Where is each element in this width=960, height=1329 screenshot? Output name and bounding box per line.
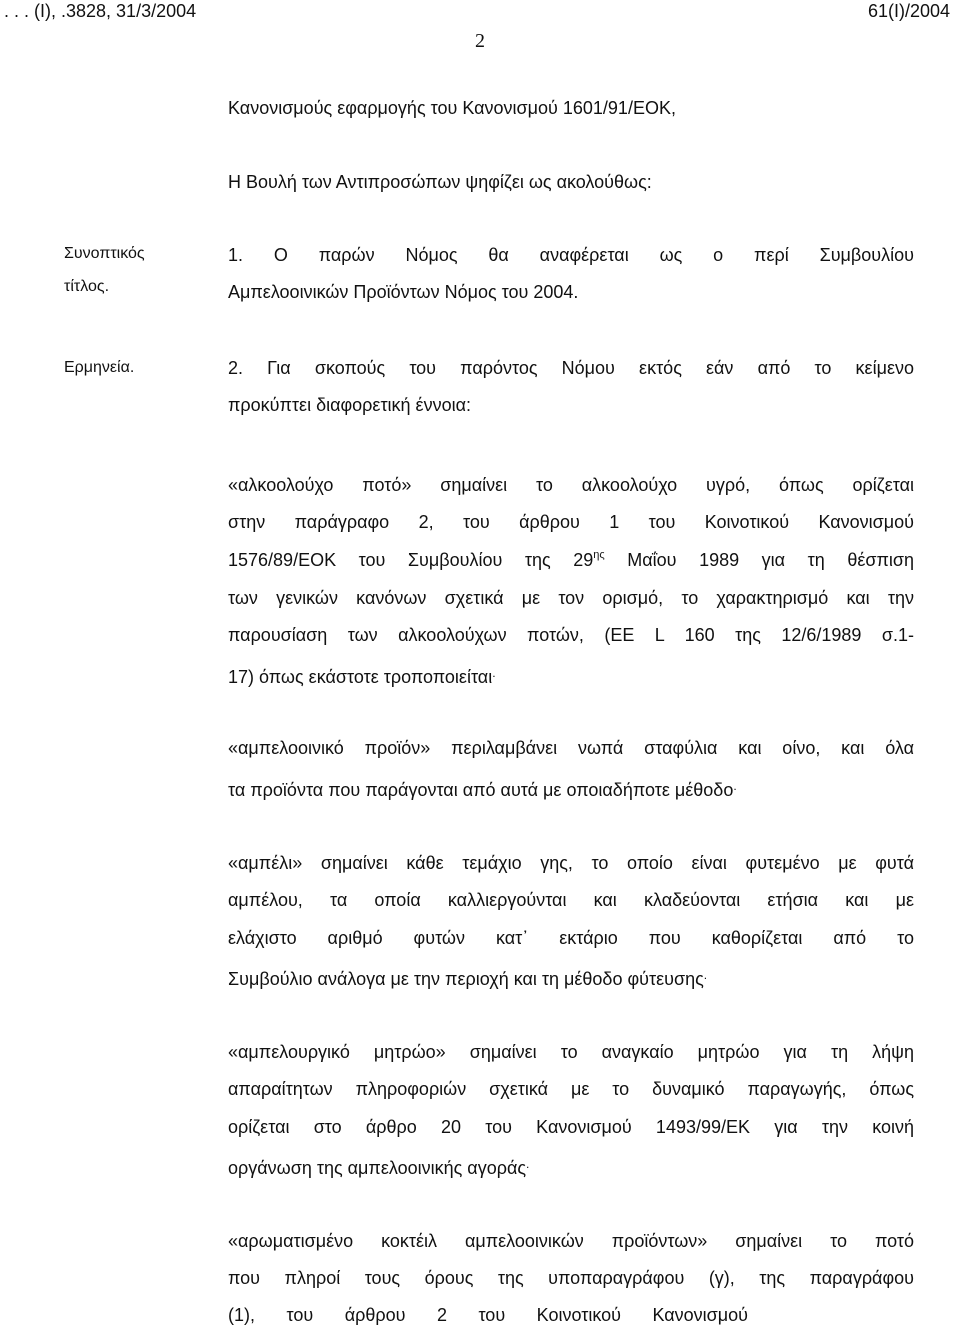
header-document-reference: . . . (Ι), .3828, 31/3/2004 [4, 1, 197, 21]
intro-enactment-line: Η Βουλή των Αντιπροσώπων ψηφίζει ως ακολούθως: [228, 172, 652, 192]
definition-punctuation: . [526, 1157, 530, 1171]
definition-line [228, 661, 496, 689]
definition-punctuation: . [703, 968, 708, 982]
definition-text: 17) όπως εκάστοτε τροποποιείται [228, 667, 493, 687]
definition-punctuation: . [492, 666, 496, 680]
definition-line: στην παράγραφο 2, του άρθρου 1 του Κοινοτικού Κανονισμού [228, 512, 914, 532]
page-number: 2 [475, 30, 485, 52]
definition-line [228, 1152, 529, 1180]
section-1-text-line: Αμπελοοινικών Προϊόντων Νόμος του 2004. [228, 282, 579, 302]
definition-text: τα προϊόντα που παράγονται από αυτά με οποιαδήποτε μέθοδο [228, 780, 734, 800]
definition-line: που πληροί τους όρους της υποπαραγράφου (γ), της παραγράφου [228, 1268, 914, 1288]
definition-text: οργάνωση της αμπελοοινικής αγοράς [228, 1158, 527, 1178]
definition-text: Συμβούλιο ανάλογα με την περιοχή και τη μέθοδο φύτευσης [228, 969, 704, 989]
definition-line: των γενικών κανόνων σχετικά με τον ορισμό, το χαρακτηρισμό και την [228, 588, 914, 608]
section-2-text-line: προκύπτει διαφορετική έννοια: [228, 395, 471, 415]
definition-line: ελάχιστο αριθμό φυτών κατ᾽ εκτάριο που καθορίζεται από το [228, 928, 914, 948]
definition-text: 1576/89/ΕΟΚ του Συμβουλίου της 29 [228, 550, 594, 570]
margin-note-line: τίτλος. [64, 278, 110, 295]
definition-line: αμπέλου, τα οποία καλλιεργούνται και κλαδεύονται ετήσια και με [228, 890, 914, 910]
margin-note-short-title [64, 244, 145, 297]
definition-line [228, 774, 737, 802]
definition-line: «αμπελοοινικό προϊόν» περιλαμβάνει νωπά σταφύλια και οίνο, και όλα [228, 738, 914, 758]
definition-line: (1), του άρθρου 2 του Κοινοτικού Κανονισμού [228, 1305, 748, 1325]
definition-line: «αρωματισμένο κοκτέιλ αμπελοοινικών προϊόντων» σημαίνει το ποτό [228, 1231, 914, 1251]
definition-punctuation: . [733, 779, 737, 793]
header-law-number: 61(Ι)/2004 [867, 1, 950, 21]
intro-regulation-line: Κανονισμούς εφαρμογής του Κανονισμού 1601/91/ΕΟΚ, [228, 98, 676, 118]
definition-line: ορίζεται στο άρθρο 20 του Κανονισμού 1493/99/ΕΚ για την κοινή [228, 1117, 914, 1137]
definition-line: «αμπελουργικό μητρώο» σημαίνει το αναγκαίο μητρώο για τη λήψη [228, 1042, 914, 1062]
definition-line: απαραίτητων πληροφοριών σχετικά με το δυναμικό παραγωγής, όπως [228, 1079, 914, 1099]
definition-line [228, 963, 707, 991]
section-2-text-line: 2. Για σκοπούς του παρόντος Νόμου εκτός εάν από το κείμενο [228, 358, 914, 378]
margin-note-interpretation: Ερμηνεία. [64, 359, 135, 376]
definition-line [228, 548, 914, 572]
definition-text: Μαΐου 1989 για τη θέσπιση [604, 550, 915, 570]
section-1-text-line: 1. Ο παρών Νόμος θα αναφέρεται ως ο περί Συμβουλίου [228, 245, 914, 265]
ordinal-suffix: ης [593, 549, 605, 561]
definition-line: «αλκοολούχο ποτό» σημαίνει το αλκοολούχο υγρό, όπως ορίζεται [228, 475, 914, 495]
margin-note-line: Συνοπτικός [64, 245, 145, 262]
definition-line: παρουσίαση των αλκοολούχων ποτών, (ΕΕ L 160 της 12/6/1989 σ.1- [228, 625, 914, 645]
definition-line: «αμπέλι» σημαίνει κάθε τεμάχιο γης, το οποίο είναι φυτεμένο με φυτά [228, 853, 914, 873]
